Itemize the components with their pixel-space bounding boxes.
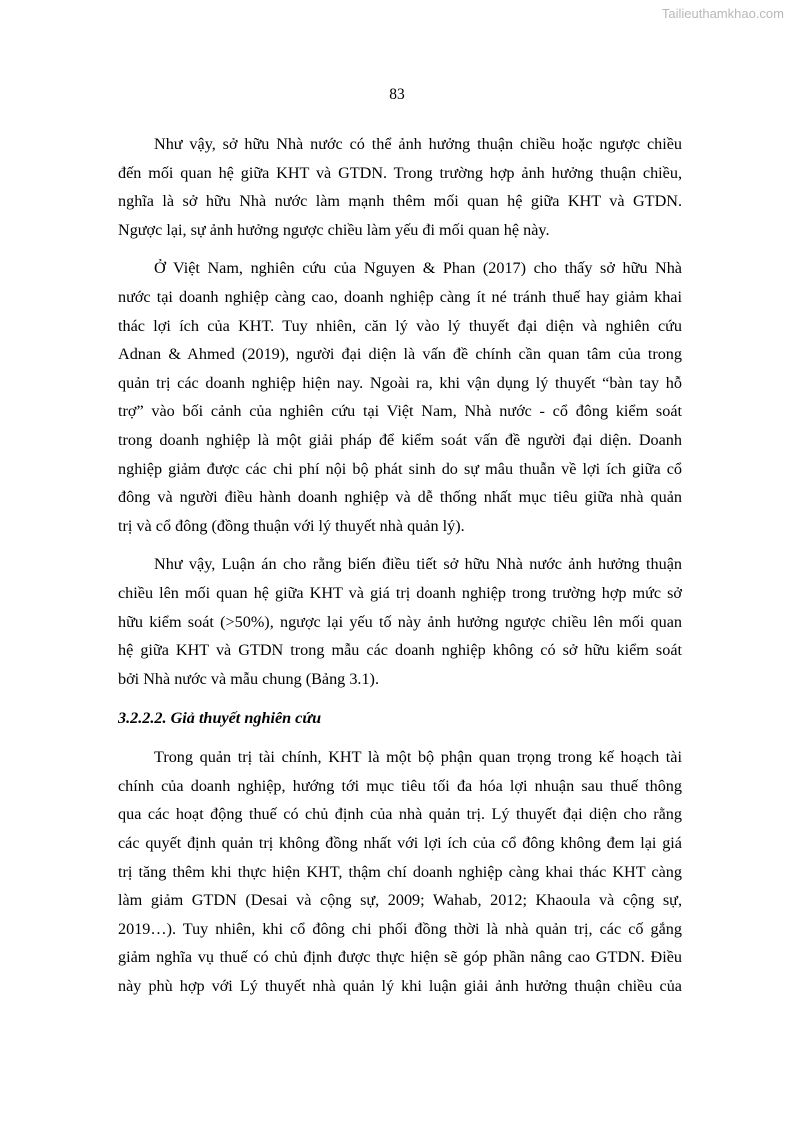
watermark: Tailieuthamkhao.com [661,6,784,21]
text-line: các quyết định quản trị không đồng nhất với lợi ích của cổ đông không đem lại giá [118,834,682,853]
text-line: trong doanh nghiệp là một giải pháp để kiểm soát vấn đề người đại diện. Doanh [118,430,682,449]
body-text [118,120,682,1011]
text-line: thác lợi ích của KHT. Tuy nhiên, căn lý vào lý thuyết đại diện và nghiên cứu [118,316,682,335]
section-heading: 3.2.2.2. Giả thuyết nghiên cứu [118,709,322,728]
text-line: đông và người điều hành doanh nghiệp và dễ thống nhất mục tiêu giữa nhà quản [118,488,682,507]
text-line: làm giảm GTDN (Desai và cộng sự, 2009; Wahab, 2012; Khaoula và cộng sự, [118,891,682,910]
text-line: hệ giữa KHT và GTDN trong mẫu các doanh nghiệp không có sở hữu kiểm soát [118,641,682,660]
text-line: Ngược lại, sự ảnh hưởng ngược chiều làm yếu đi mối quan hệ này. [118,220,550,239]
text-line: này phù hợp với Lý thuyết nhà quản lý khi luận giải ảnh hưởng thuận chiều của [118,977,682,996]
page-number: 83 [389,86,405,103]
text-line: Như vậy, sở hữu Nhà nước có thể ảnh hưởng thuận chiều hoặc ngược chiều [154,135,682,153]
text-line: giảm nghĩa vụ thuế có chủ định được thực hiện sẽ góp phần nâng cao GTDN. Điều [118,948,682,967]
text-line: Ở Việt Nam, nghiên cứu của Nguyen & Phan (2017) cho thấy sở hữu Nhà [154,259,682,278]
text-line: chiều lên mối quan hệ giữa KHT và giá trị doanh nghiệp trong trường hợp mức sở [118,583,682,602]
text-line: Adnan & Ahmed (2019), người đại diện là vấn đề chính cần quan tâm của trong [118,345,682,364]
text-line: trị tăng thêm khi thực hiện KHT, thậm chí doanh nghiệp càng khai thác KHT càng [118,862,682,881]
text-line: qua các hoạt động thuế có chủ định của nhà quản trị. Lý thuyết đại diện cho rằng [118,805,682,824]
text-line: chính của doanh nghiệp, hướng tới mục tiêu tối đa hóa lợi nhuận sau thuế thông [118,776,682,795]
text-line: quản trị các doanh nghiệp hiện nay. Ngoài ra, khi vận dụng lý thuyết “bàn tay hỗ [118,373,682,392]
text-line: Trong quản trị tài chính, KHT là một bộ phận quan trọng trong kế hoạch tài [154,748,682,767]
text-line: nghĩa là sở hữu Nhà nước làm mạnh thêm mối quan hệ giữa KHT và GTDN. [118,192,682,211]
text-line: Như vậy, Luận án cho rằng biến điều tiết sở hữu Nhà nước ảnh hưởng thuận [154,555,682,574]
text-line: bởi Nhà nước và mẫu chung (Bảng 3.1). [118,669,379,688]
text-line: hữu kiểm soát (>50%), ngược lại yếu tố này ảnh hưởng ngược chiều lên mối quan [118,612,682,631]
text-line: đến mối quan hệ giữa KHT và GTDN. Trong trường hợp ảnh hưởng thuận chiều, [118,163,682,182]
text-line: nước tại doanh nghiệp càng cao, doanh nghiệp càng ít né tránh thuế hay giảm khai [118,287,682,306]
text-line: trợ” vào bối cảnh của nghiên cứu tại Việt Nam, Nhà nước - cổ đông kiểm soát [118,402,682,421]
text-line: 2019…). Tuy nhiên, khi cổ đông chi phối đồng thời là nhà quản trị, các cố gắng [118,919,682,938]
text-line: trị và cổ đông (đồng thuận với lý thuyết nhà quản lý). [118,516,465,535]
text-line: nghiệp giảm được các chi phí nội bộ phát sinh do sự mâu thuẫn về lợi ích giữa cổ [118,459,682,478]
